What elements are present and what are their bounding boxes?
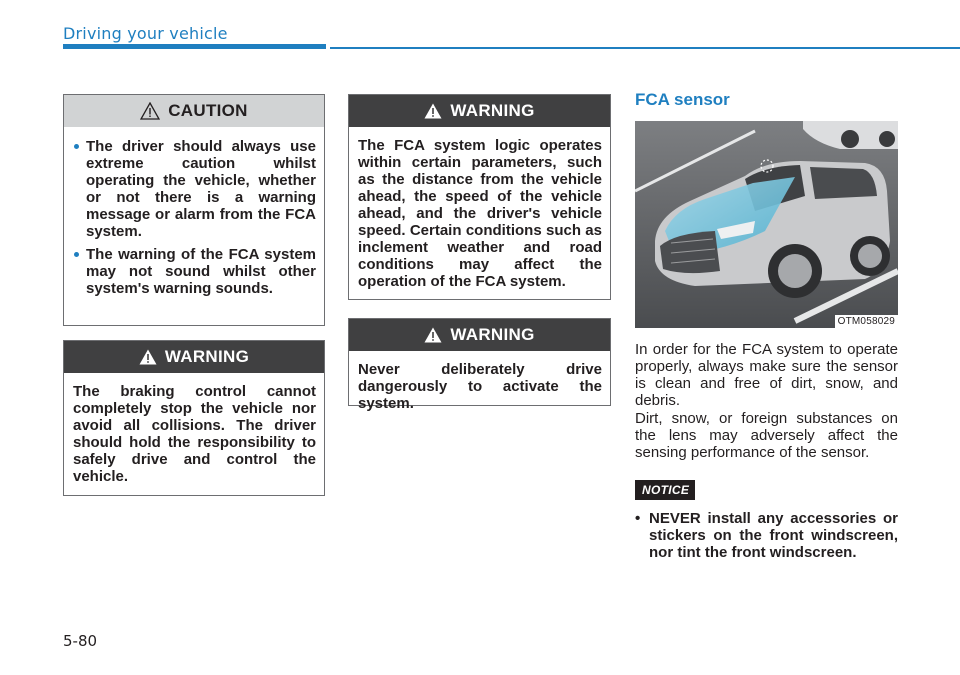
sensor-paragraph-1: In order for the FCA system to operate properly, always make sure the sensor is clean and free of dirt, snow, and debris. — [635, 341, 898, 409]
caution-triangle-icon — [140, 102, 160, 120]
notice-item — [635, 510, 898, 561]
caution-box-header — [64, 95, 324, 127]
header-rule-thin — [330, 47, 960, 49]
page-number: 5-80 — [63, 632, 98, 650]
bullet-dot — [74, 252, 79, 257]
caution-item-text: The warning of the FCA system may not sound whilst other system's warning sounds. — [86, 246, 316, 297]
sensor-paragraph-2: Dirt, snow, or foreign substances on the lens may adversely affect the sensing performance of the sensor. — [635, 410, 898, 461]
warning-box-header — [349, 95, 610, 127]
warning-triangle-icon — [424, 103, 442, 119]
notice-bullet: • — [635, 510, 641, 527]
section-header-title: Driving your vehicle — [63, 24, 228, 43]
header-rule-thick — [63, 44, 326, 49]
figure-code: OTM058029 — [835, 315, 898, 328]
warning-triangle-icon — [424, 327, 442, 343]
fca-sensor-figure — [635, 121, 898, 328]
warning-box-title: WARNING — [450, 325, 535, 344]
warning-box-text: Never deliberately drive dangerously to activate the system. — [358, 361, 602, 412]
fca-sensor-title: FCA sensor — [635, 90, 730, 109]
warning-box-logic — [348, 94, 611, 300]
caution-item-text: The driver should always use extreme caution whilst operating the vehicle, whether or not there is a warning message or alarm from the FCA system. — [86, 138, 316, 240]
warning-box-text: The FCA system logic operates within certain parameters, such as the distance from the vehicle ahead, the speed of the vehicle ahead, and the driver's vehicle speed. Certain conditions such as inclement weather and road conditions may affect the operation of the FCA system. — [358, 137, 602, 290]
warning-box-braking — [63, 340, 325, 496]
notice-text: NEVER install any accessories or stickers on the front windscreen, nor tint the front windscreen. — [649, 510, 898, 561]
vehicle-illustration — [635, 121, 898, 328]
caution-item — [73, 138, 316, 240]
bullet-dot — [74, 144, 79, 149]
warning-box-text: The braking control cannot completely stop the vehicle nor avoid all collisions. The driver should hold the responsibility to safely drive and control the vehicle. — [73, 383, 316, 485]
warning-box-header — [64, 341, 324, 373]
warning-box-deliberate — [348, 318, 611, 412]
caution-box — [63, 94, 325, 326]
warning-box-header — [349, 319, 610, 351]
caution-item — [73, 246, 316, 297]
caution-box-title: CAUTION — [168, 101, 248, 120]
notice-label: NOTICE — [635, 480, 695, 500]
warning-box-title: WARNING — [164, 347, 250, 366]
warning-triangle-icon — [139, 349, 157, 365]
warning-box-title: WARNING — [450, 101, 535, 120]
